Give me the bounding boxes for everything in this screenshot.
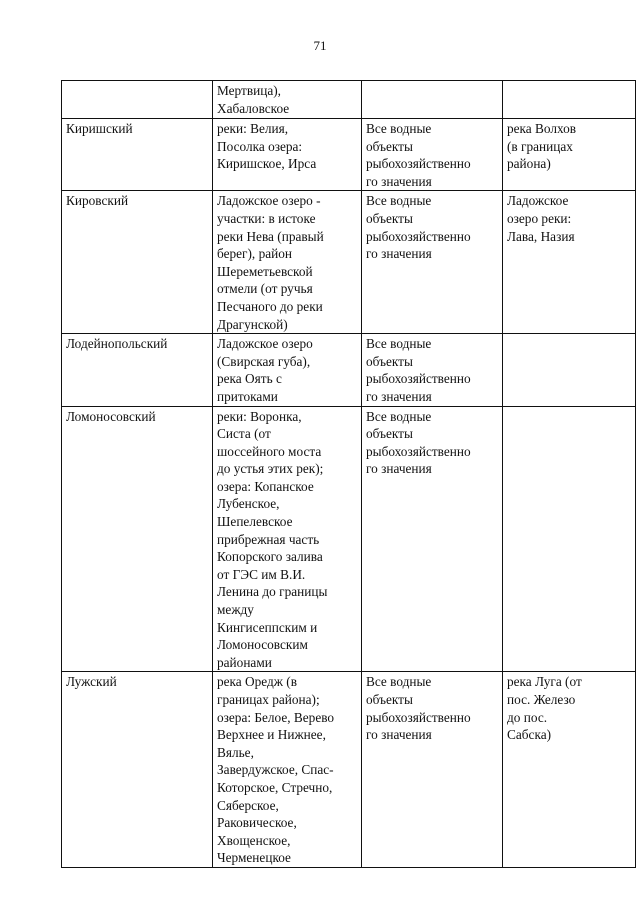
cell-line: реки: Воронка,	[217, 408, 302, 424]
cell-line: рыбохозяйственно	[366, 443, 471, 459]
cell-line: озера: Копанское	[217, 478, 314, 494]
cell-line: го значения	[366, 388, 432, 404]
cell-line: объекты	[366, 426, 413, 442]
cell-line: река Волхов	[507, 121, 577, 136]
cell-line: Кингисеппским и	[217, 619, 318, 635]
cell-line: Все водные	[366, 121, 432, 136]
cell-line: объекты	[366, 692, 413, 707]
objects-cell	[362, 119, 503, 191]
cell-line: Ладожское озеро	[217, 336, 313, 352]
cell-line: го значения	[366, 727, 432, 743]
cell-text: Лужский	[66, 674, 117, 690]
objects-cell	[362, 191, 503, 334]
district-cell	[62, 672, 213, 868]
cell-line: от ГЭС им В.И.	[217, 566, 306, 582]
cell-line: Сабска)	[507, 727, 552, 743]
cell-line: реки: Велия,	[217, 121, 289, 136]
cell-line: озера: Белое, Верево	[217, 709, 335, 725]
cell-line: рыбохозяйственно	[366, 228, 471, 244]
objects-cell	[362, 334, 503, 406]
waters-cell	[213, 81, 362, 119]
objects-cell	[362, 81, 503, 119]
cell-line: рыбохозяйственно	[366, 371, 471, 387]
cell-line: река Оредж (в	[217, 674, 297, 690]
objects-cell	[362, 406, 503, 672]
cell-line: реки Нева (правый	[217, 228, 324, 244]
notes-cell	[503, 334, 636, 406]
cell-line: объекты	[366, 353, 413, 369]
cell-line: Копорского залива	[217, 549, 323, 565]
cell-line: границах района);	[217, 692, 320, 707]
cell-line: берег), район	[217, 246, 293, 262]
cell-line: Верхнее и Нижнее,	[217, 727, 326, 743]
district-cell	[62, 334, 213, 406]
district-cell	[62, 406, 213, 672]
cell-line: Вялье,	[217, 744, 254, 760]
waters-cell	[213, 191, 362, 334]
cell-line: Завердужское, Спас-	[217, 762, 334, 778]
cell-line: Все водные	[366, 674, 432, 690]
cell-line: Ленина до границы	[217, 584, 328, 600]
cell-line: до пос.	[507, 709, 548, 725]
notes-cell	[503, 119, 636, 191]
notes-cell	[503, 81, 636, 119]
table-row	[62, 334, 636, 406]
cell-line: Киришское, Ирса	[217, 156, 317, 172]
cell-text: Лодейнопольский	[66, 336, 168, 352]
cell-line: Мертвица),	[217, 83, 281, 98]
table-row	[62, 672, 636, 868]
cell-line: Шепелевское	[217, 514, 293, 530]
table-row	[62, 119, 636, 191]
cell-line: Хвощенское,	[217, 832, 291, 848]
cell-line: (Свирская губа),	[217, 353, 311, 369]
cell-line: река Луга (от	[507, 674, 582, 690]
cell-line: Ладожское	[507, 193, 569, 209]
cell-line: Хабаловское	[217, 100, 290, 116]
notes-cell	[503, 672, 636, 868]
district-cell	[62, 119, 213, 191]
cell-line: участки: в истоке	[217, 210, 316, 226]
waters-cell	[213, 119, 362, 191]
cell-line: Шереметьевской	[217, 263, 313, 279]
cell-line: Сяберское,	[217, 797, 279, 813]
cell-text: Ломоносовский	[66, 408, 156, 424]
table-body	[62, 81, 636, 868]
cell-line: Лава, Назия	[507, 228, 575, 244]
waters-cell	[213, 406, 362, 672]
cell-line: Драгунской)	[217, 316, 288, 332]
cell-line: пос. Железо	[507, 692, 576, 707]
district-cell	[62, 191, 213, 334]
cell-text: Киришский	[66, 121, 133, 136]
table-row	[62, 406, 636, 672]
cell-line: между	[217, 602, 254, 618]
cell-line: рыбохозяйственно	[366, 709, 471, 725]
regulation-table	[61, 80, 636, 868]
cell-line: Раковическое,	[217, 815, 297, 831]
cell-line: Систа (от	[217, 426, 271, 442]
cell-line: река Оять с	[217, 371, 282, 387]
cell-line: го значения	[366, 461, 432, 477]
cell-line: Песчаного до реки	[217, 298, 323, 314]
cell-line: районами	[217, 654, 272, 670]
cell-line: Все водные	[366, 408, 432, 424]
cell-line: отмели (от ручья	[217, 281, 313, 297]
cell-line: го значения	[366, 246, 432, 262]
cell-line: Черменецкое	[217, 850, 291, 866]
objects-cell	[362, 672, 503, 868]
cell-line: Все водные	[366, 193, 432, 209]
notes-cell	[503, 191, 636, 334]
cell-line: объекты	[366, 138, 413, 154]
cell-line: Лубенское,	[217, 496, 280, 512]
cell-line: района)	[507, 156, 551, 172]
waters-cell	[213, 334, 362, 406]
table-row	[62, 191, 636, 334]
page-number: 71	[313, 38, 327, 53]
cell-line: притоками	[217, 388, 278, 404]
cell-line: до устья этих рек);	[217, 461, 324, 477]
cell-line: Посолка озера:	[217, 138, 303, 154]
cell-line: озеро реки:	[507, 210, 572, 226]
district-cell	[62, 81, 213, 119]
cell-line: Которское, Стречно,	[217, 779, 333, 795]
waters-cell	[213, 672, 362, 868]
cell-line: го значения	[366, 173, 432, 189]
notes-cell	[503, 406, 636, 672]
cell-line: рыбохозяйственно	[366, 156, 471, 172]
table-row	[62, 81, 636, 119]
cell-line: (в границах	[507, 138, 573, 154]
cell-line: Ладожское озеро -	[217, 193, 321, 209]
cell-text: Кировский	[66, 193, 129, 209]
cell-line: Все водные	[366, 336, 432, 352]
cell-line: объекты	[366, 210, 413, 226]
cell-line: шоссейного моста	[217, 443, 322, 459]
cell-line: прибрежная часть	[217, 531, 320, 547]
cell-line: Ломоносовским	[217, 637, 308, 653]
